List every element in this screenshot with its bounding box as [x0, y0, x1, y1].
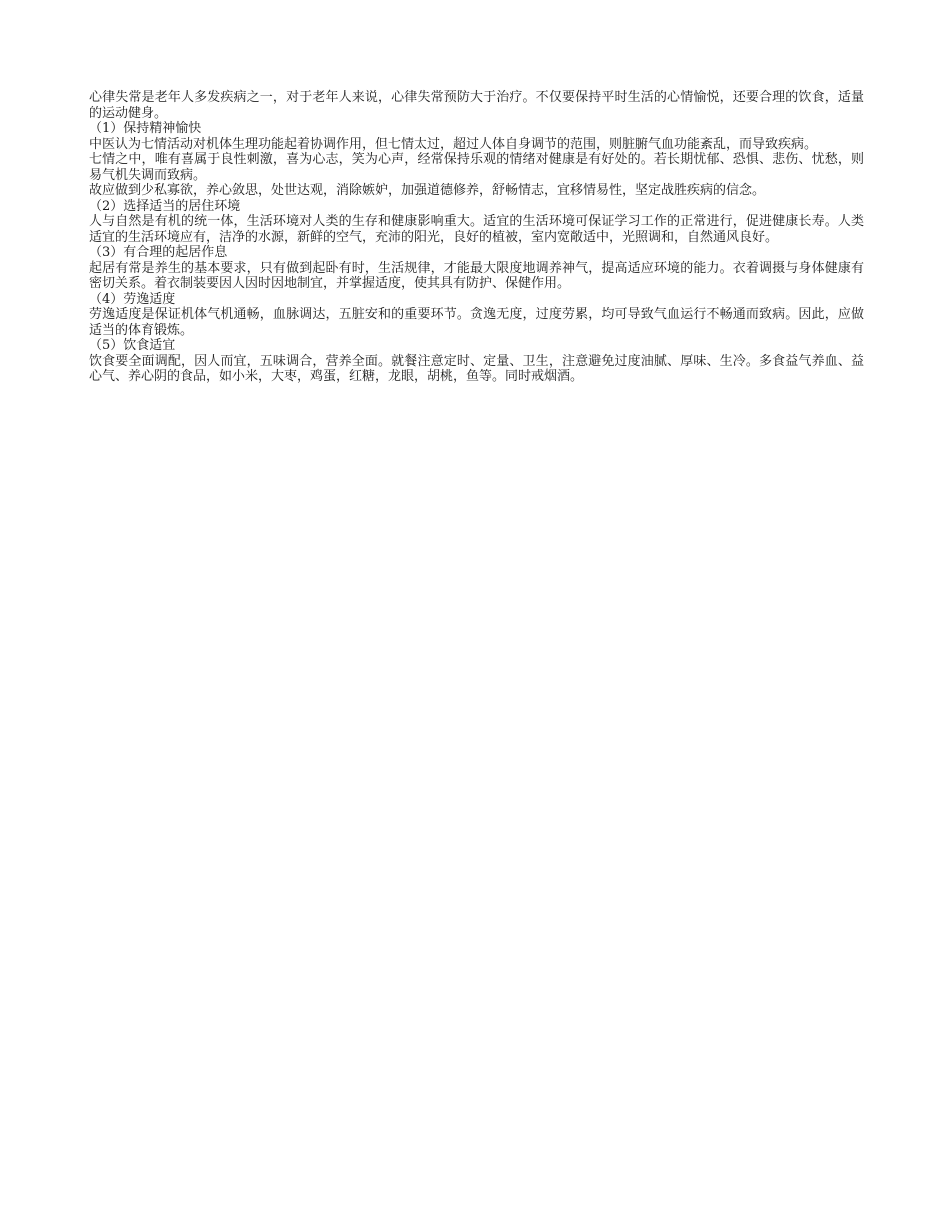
section-paragraph: 起居有常是养生的基本要求，只有做到起卧有时，生活规律，才能最大限度地调养神气，提高适应环境的能力。衣着调摄与身体健康有密切关系。着衣制装要因人因时因地制宜，并掌握适度，使其具有防护、保健作用。: [89, 260, 864, 291]
section-heading: （4）劳逸适度: [89, 291, 176, 307]
section-paragraph: 饮食要全面调配，因人而宜，五味调合，营养全面。就餐注意定时、定量、卫生，注意避免过度油腻、厚味、生冷。多食益气养血、益心气、养心阴的食品，如小米，大枣，鸡蛋，红糖，龙眼，胡桃，鱼等。同时戒烟酒。: [89, 353, 864, 384]
section-1: [89, 121, 864, 199]
section-paragraph: 七情之中，唯有喜属于良性刺激，喜为心志，笑为心声，经常保持乐观的情绪对健康是有好处的。若长期忧郁、恐惧、悲伤、忧愁，则易气机失调而致病。: [89, 152, 864, 183]
section-heading: （5）饮食适宜: [89, 338, 176, 353]
section-paragraph: 人与自然是有机的统一体，生活环境对人类的生存和健康影响重大。适宜的生活环境可保证学习工作的正常进行，促进健康长寿。人类适宜的生活环境应有，洁净的水源，新鲜的空气，充沛的阳光，良好的植被，室内宽敞适中，光照调和，自然通风良好。: [89, 214, 864, 245]
section-heading: （3）有合理的起居作息: [89, 245, 228, 260]
section-2: [89, 199, 864, 246]
intro-paragraph: 心律失常是老年人多发疾病之一，对于老年人来说，心律失常预防大于治疗。不仅要保持平时生活的心情愉悦，还要合理的饮食，适量的运动健身。: [89, 90, 864, 121]
section-heading: （2）选择适当的居住环境: [89, 198, 241, 214]
section-paragraph: 故应做到少私寡欲，养心敛思，处世达观，消除嫉妒，加强道德修养，舒畅情志，宜移情易性，坚定战胜疾病的信念。: [89, 183, 766, 198]
section-paragraph: 劳逸适度是保证机体气机通畅，血脉调达，五脏安和的重要环节。贪逸无度，过度劳累，均可导致气血运行不畅通而致病。因此，应做适当的体育锻炼。: [89, 307, 864, 338]
document-body: [89, 90, 864, 385]
section-3: [89, 245, 864, 292]
section-4: [89, 292, 864, 339]
section-5: [89, 338, 864, 385]
section-paragraph: 中医认为七情活动对机体生理功能起着协调作用，但七情太过，超过人体自身调节的范围，则脏腑气血功能紊乱，而导致疾病。: [89, 136, 818, 152]
section-heading: （1）保持精神愉快: [89, 121, 202, 136]
